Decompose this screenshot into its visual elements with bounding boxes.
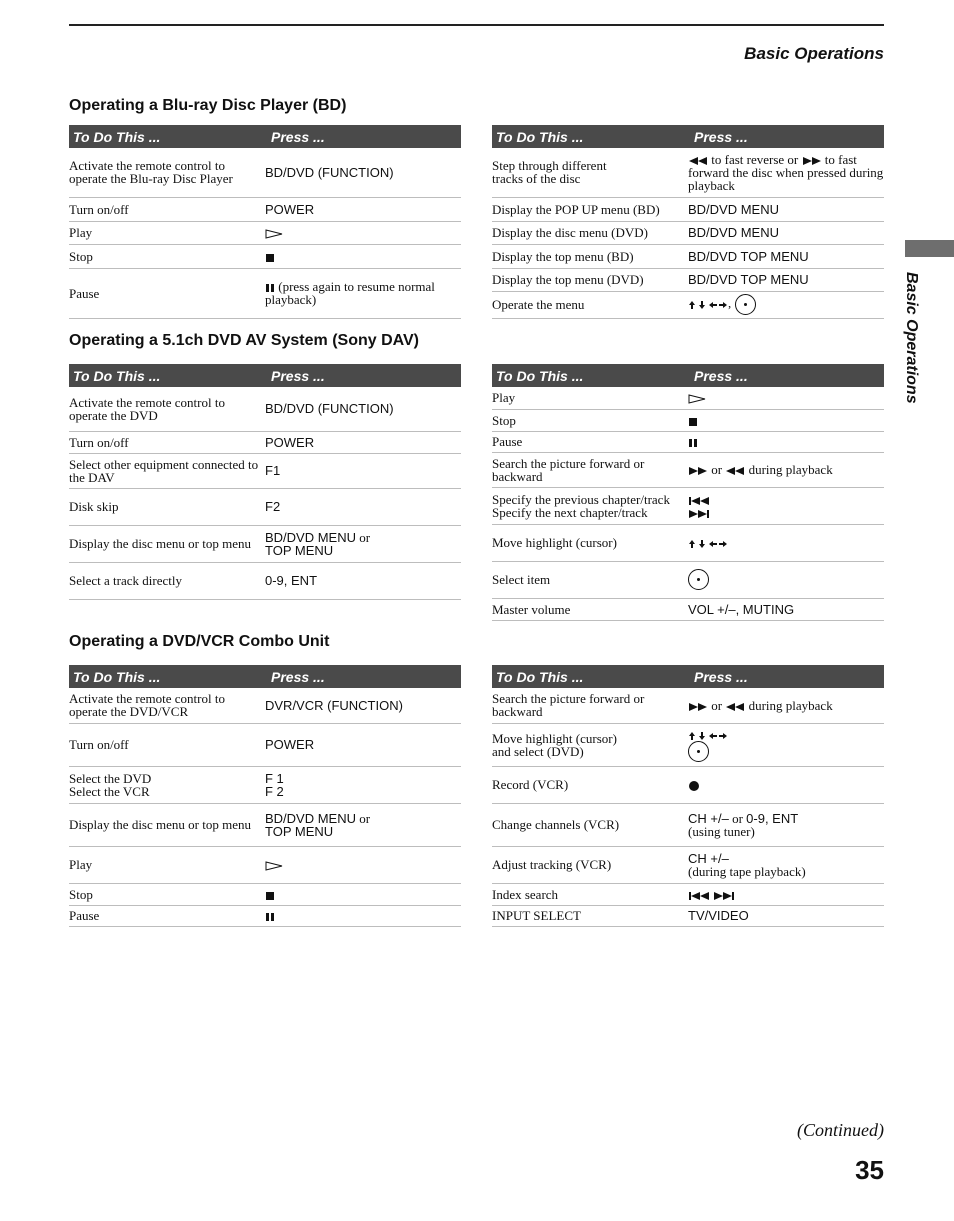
row-press: VOL +/–, MUTING <box>688 598 884 620</box>
row-press <box>688 148 884 197</box>
row-press <box>265 766 461 803</box>
row-action: Display the disc menu or top menu <box>69 803 265 846</box>
row-action: Record (VCR) <box>492 766 688 803</box>
row-action: Activate the remote control to operate the Blu-ray Disc Player <box>69 148 265 197</box>
row-action: Activate the remote control to operate the DVD <box>69 387 265 431</box>
table-row <box>69 488 461 525</box>
table-row <box>492 803 884 846</box>
table-row <box>69 766 461 803</box>
table-row <box>69 883 461 905</box>
press-text: to fast reverse or <box>711 151 799 167</box>
press-or: or <box>359 529 371 545</box>
row-action: Search the picture forward or backward <box>492 688 688 723</box>
row-action <box>492 487 688 524</box>
table-row <box>492 766 884 803</box>
page-number: 35 <box>855 1155 884 1185</box>
row-press <box>265 846 461 883</box>
table-row <box>69 197 461 221</box>
stop-square-icon <box>265 891 275 901</box>
row-action: Play <box>69 221 265 244</box>
pause-note: (press again to resume normal playback) <box>265 278 435 307</box>
table-row <box>69 723 461 766</box>
fast-reverse-icon <box>725 702 745 712</box>
row-press <box>688 561 884 598</box>
press-note: (during tape playback) <box>688 863 806 879</box>
col-head-press: Press ... <box>265 125 461 148</box>
table-row <box>492 452 884 487</box>
row-action: Index search <box>492 883 688 905</box>
row-press <box>265 221 461 244</box>
row-action-text: Step through different tracks of the disc <box>492 158 607 187</box>
row-action: Turn on/off <box>69 723 265 766</box>
table-row <box>492 723 884 766</box>
stop-square-icon <box>688 417 698 427</box>
col-head-do: To Do This ... <box>492 665 688 688</box>
table-row <box>492 598 884 620</box>
table-row <box>492 244 884 268</box>
fast-reverse-icon <box>725 466 745 476</box>
row-action-text: and select (DVD) <box>492 743 584 759</box>
row-action: Pause <box>492 431 688 452</box>
table-row <box>492 487 884 524</box>
row-press <box>265 803 461 846</box>
section-title-bd: Operating a Blu-ray Disc Player (BD) <box>69 97 347 114</box>
row-press <box>265 525 461 562</box>
row-action: Select other equipment connected to the DAV <box>69 453 265 488</box>
table-row <box>492 268 884 291</box>
row-action: Stop <box>69 883 265 905</box>
section-title-combo: Operating a DVD/VCR Combo Unit <box>69 633 330 650</box>
table-row <box>69 148 461 197</box>
table-row <box>492 883 884 905</box>
table-row <box>69 244 461 268</box>
row-action: INPUT SELECT <box>492 905 688 926</box>
press-or: or <box>732 810 743 826</box>
row-action: Master volume <box>492 598 688 620</box>
combo-left-table <box>69 665 461 927</box>
row-press: F1 <box>265 453 461 488</box>
row-press: TV/VIDEO <box>688 905 884 926</box>
table-row <box>69 803 461 846</box>
table-row <box>492 561 884 598</box>
table-row <box>69 387 461 431</box>
pause-icon <box>688 438 698 448</box>
row-press: DVR/VCR (FUNCTION) <box>265 688 461 723</box>
skip-previous-icon <box>688 496 710 506</box>
table-row <box>492 409 884 431</box>
section-title-dav: Operating a 5.1ch DVD AV System (Sony DAV) <box>69 332 420 349</box>
row-action: Turn on/off <box>69 431 265 453</box>
row-action: Move highlight (cursor) <box>492 524 688 561</box>
row-press: F2 <box>265 488 461 525</box>
row-action: Stop <box>492 409 688 431</box>
row-action: Select item <box>492 561 688 598</box>
top-rule <box>69 24 884 26</box>
dav-right-table <box>492 364 884 621</box>
row-action <box>69 766 265 803</box>
row-action-text: Specify the previous chapter/track <box>492 491 670 507</box>
row-action: Search the picture forward or backward <box>492 452 688 487</box>
row-press <box>688 723 884 766</box>
stop-square-icon <box>265 253 275 263</box>
row-action: Pause <box>69 905 265 926</box>
table-row <box>492 688 884 723</box>
table-row <box>69 525 461 562</box>
row-press <box>688 387 884 409</box>
record-dot-icon <box>688 780 700 792</box>
col-head-do: To Do This ... <box>69 665 265 688</box>
play-outline-icon <box>265 861 283 871</box>
table-row <box>69 431 461 453</box>
table-row <box>69 268 461 318</box>
fast-forward-icon <box>688 466 708 476</box>
col-head-do: To Do This ... <box>492 125 688 148</box>
row-press <box>265 905 461 926</box>
press-or: or <box>711 461 723 477</box>
row-action-text: Move highlight (cursor) <box>492 730 617 746</box>
row-action-text: Specify the next chapter/track <box>492 504 648 520</box>
col-head-do: To Do This ... <box>69 125 265 148</box>
row-action-text: Select the DVD <box>69 770 152 786</box>
row-press <box>688 291 884 318</box>
skip-next-icon <box>713 891 735 901</box>
row-action: Display the disc menu or top menu <box>69 525 265 562</box>
press-text: during playback <box>748 697 833 713</box>
press-text: to fast forward the disc when pressed during playback <box>688 151 884 193</box>
row-action: Adjust tracking (VCR) <box>492 846 688 883</box>
col-head-press: Press ... <box>688 125 884 148</box>
row-press <box>688 452 884 487</box>
table-row <box>492 197 884 221</box>
row-press: 0-9, ENT <box>265 562 461 599</box>
row-press: POWER <box>265 723 461 766</box>
arrow-keys-icon <box>688 539 728 549</box>
side-tab-marker <box>905 240 954 257</box>
row-action: Display the disc menu (DVD) <box>492 221 688 244</box>
table-row <box>69 221 461 244</box>
row-press <box>688 803 884 846</box>
bd-right-table <box>492 125 884 319</box>
page-header-title: Basic Operations <box>744 44 884 63</box>
row-action: Select a track directly <box>69 562 265 599</box>
col-head-press: Press ... <box>265 364 461 387</box>
press-note: (using tuner) <box>688 823 755 839</box>
row-press <box>265 244 461 268</box>
row-press: BD/DVD (FUNCTION) <box>265 387 461 431</box>
continued-note: (Continued) <box>797 1120 884 1140</box>
skip-previous-icon <box>688 891 710 901</box>
table-row <box>492 221 884 244</box>
table-row <box>492 291 884 318</box>
row-action: Play <box>492 387 688 409</box>
col-head-do: To Do This ... <box>492 364 688 387</box>
play-outline-icon <box>265 229 283 239</box>
row-press <box>688 688 884 723</box>
combo-right-table <box>492 665 884 927</box>
row-action: Turn on/off <box>69 197 265 221</box>
table-row <box>492 431 884 452</box>
row-press <box>688 487 884 524</box>
press-text: TOP MENU <box>265 542 334 558</box>
row-press <box>688 524 884 561</box>
enter-circle-icon <box>688 741 709 762</box>
row-press <box>265 268 461 318</box>
row-press <box>265 883 461 905</box>
row-action: Pause <box>69 268 265 318</box>
press-text: CH +/– <box>688 810 729 826</box>
press-or: or <box>359 810 371 826</box>
row-action-text: Select the VCR <box>69 783 150 799</box>
col-head-press: Press ... <box>688 665 884 688</box>
enter-circle-icon <box>688 569 709 590</box>
row-press <box>688 431 884 452</box>
row-press <box>688 883 884 905</box>
col-head-press: Press ... <box>265 665 461 688</box>
press-text: CH +/– <box>688 850 729 866</box>
arrow-keys-icon <box>688 731 728 741</box>
table-row <box>69 688 461 723</box>
col-head-press: Press ... <box>688 364 884 387</box>
col-head-do: To Do This ... <box>69 364 265 387</box>
row-action: Change channels (VCR) <box>492 803 688 846</box>
enter-circle-icon <box>735 294 756 315</box>
press-text: F 2 <box>265 783 284 799</box>
row-action: Display the POP UP menu (BD) <box>492 197 688 221</box>
pause-icon <box>265 912 275 922</box>
row-action: Stop <box>69 244 265 268</box>
row-press: BD/DVD TOP MENU <box>688 244 884 268</box>
table-row <box>492 846 884 883</box>
press-text: F 1 <box>265 770 284 786</box>
table-row <box>492 387 884 409</box>
bd-left-table <box>69 125 461 319</box>
press-text: TOP MENU <box>265 823 334 839</box>
row-action <box>492 723 688 766</box>
press-or: or <box>711 697 723 713</box>
table-row <box>69 453 461 488</box>
row-action: Display the top menu (BD) <box>492 244 688 268</box>
table-row <box>69 905 461 926</box>
dav-left-table <box>69 364 461 600</box>
row-press <box>688 766 884 803</box>
fast-forward-icon <box>688 702 708 712</box>
press-text: BD/DVD MENU <box>265 529 357 545</box>
row-action: Operate the menu <box>492 291 688 318</box>
row-action: Disk skip <box>69 488 265 525</box>
skip-next-icon <box>688 509 710 519</box>
table-row <box>69 562 461 599</box>
row-press: POWER <box>265 197 461 221</box>
table-row <box>69 846 461 883</box>
arrow-keys-icon <box>688 300 728 310</box>
side-tab-label: Basic Operations <box>903 272 920 404</box>
play-outline-icon <box>688 394 706 404</box>
press-text: 0-9, ENT <box>746 810 799 826</box>
row-press: BD/DVD (FUNCTION) <box>265 148 461 197</box>
table-row <box>492 148 884 197</box>
press-text: BD/DVD MENU <box>265 810 357 826</box>
row-action: Display the top menu (DVD) <box>492 268 688 291</box>
row-press <box>688 409 884 431</box>
table-row <box>492 524 884 561</box>
row-action: Play <box>69 846 265 883</box>
table-row <box>492 905 884 926</box>
press-text: , <box>728 295 732 311</box>
row-press <box>688 846 884 883</box>
row-press: BD/DVD MENU <box>688 221 884 244</box>
row-press: BD/DVD MENU <box>688 197 884 221</box>
row-press: POWER <box>265 431 461 453</box>
press-text: during playback <box>748 461 833 477</box>
row-action: Activate the remote control to operate the DVD/VCR <box>69 688 265 723</box>
row-press: BD/DVD TOP MENU <box>688 268 884 291</box>
row-action <box>492 148 688 197</box>
